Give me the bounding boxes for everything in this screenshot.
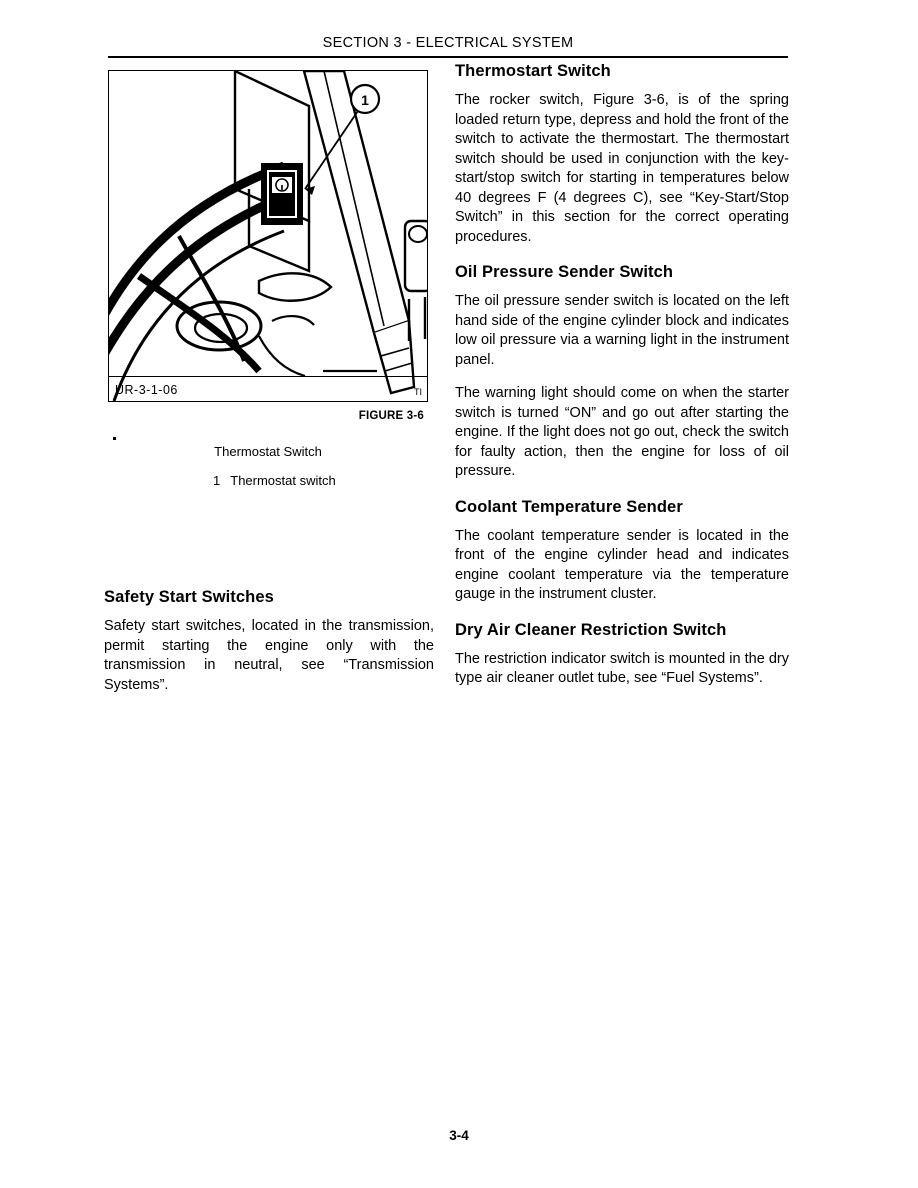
figure-drawing-id: UR-3-1-06	[115, 383, 178, 397]
paragraph-safety-start-switches: Safety start switches, located in the transmission, permit starting the engine only with the transmission in neutral, see “Transmission Systems”.	[104, 618, 434, 693]
paragraph-dry-air-cleaner-1: The restriction indicator switch is mounted in the dry type air cleaner outlet tube, see “Fuel Systems”.	[455, 650, 789, 686]
safety-start-switches-section	[104, 588, 434, 709]
section-heading-coolant-temperature-sender: Coolant Temperature Sender	[455, 497, 683, 516]
figure-key-number: 1	[213, 473, 221, 488]
figure-corner-mark: TI	[414, 387, 422, 397]
page-header	[108, 34, 788, 52]
figure-key-item	[108, 473, 428, 488]
header-title: SECTION 3 - ELECTRICAL SYSTEM	[322, 35, 574, 51]
paragraph-oil-pressure-2: The warning light should come on when the starter switch is turned “ON” and go out after starting the engine. If the light does not go out, check the switch for faulty action, then the engine for loss of oil pressure.	[455, 385, 789, 479]
right-column	[455, 62, 789, 703]
section-heading-thermostart-switch: Thermostart Switch	[455, 62, 611, 80]
left-column	[108, 70, 428, 488]
tractor-steering-column-illustration	[109, 71, 427, 401]
page-number: 3-4	[449, 1128, 469, 1143]
figure-key-text: Thermostat switch	[230, 473, 336, 488]
paragraph-oil-pressure-1: The oil pressure sender switch is located on the left hand side of the engine cylinder block and indicates low oil pressure via a warning light in the instrument panel.	[455, 293, 789, 368]
paragraph-coolant-temperature-1: The coolant temperature sender is located in the front of the engine cylinder head and indicates engine coolant temperature via the temperature gauge in the instrument cluster.	[455, 527, 789, 602]
figure-image	[108, 70, 428, 402]
section-heading-oil-pressure-sender-switch: Oil Pressure Sender Switch	[455, 263, 674, 281]
callout-number-1: 1	[361, 92, 369, 108]
section-heading-dry-air-cleaner-restriction-switch: Dry Air Cleaner Restriction Switch	[455, 620, 727, 639]
figure-title: Thermostat Switch	[214, 444, 322, 459]
header-divider	[108, 56, 788, 58]
thermostart-rocker-switch-graphic	[261, 163, 303, 225]
section-heading-safety-start-switches: Safety Start Switches	[104, 588, 274, 606]
figure-label: FIGURE 3-6	[358, 410, 424, 422]
figure-bottom-rule	[109, 376, 427, 378]
paragraph-thermostart-1: The rocker switch, Figure 3-6, is of the spring loaded return type, depress and hold the front of the switch to activate the thermostart. The thermostart switch should be used in conjunction with the key-start/stop switch for starting in temperatures below 40 degrees F (4 degrees C), see “Key-Start/Stop Switch” in this section for the correct operating procedures.	[455, 92, 789, 245]
page-speck	[113, 437, 116, 440]
